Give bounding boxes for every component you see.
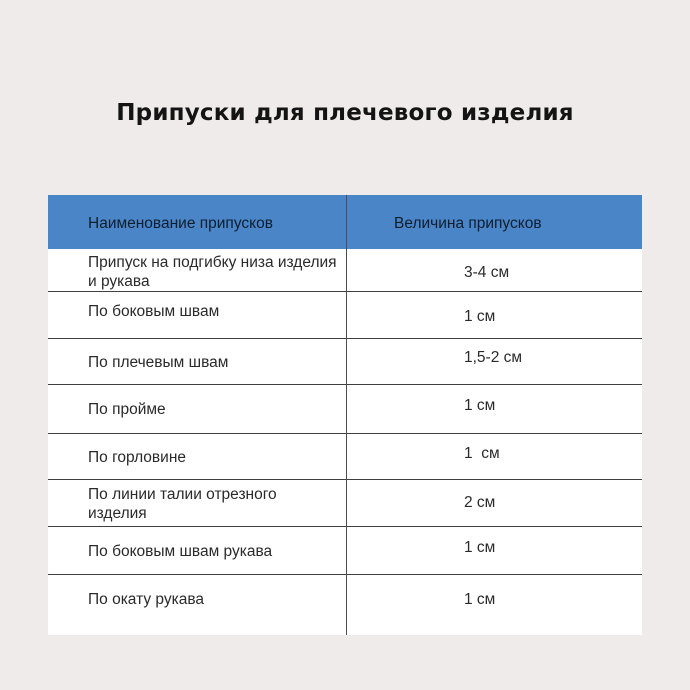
- row-name: По плечевым швам: [88, 354, 229, 371]
- row-name: Припуск на подгибку низа изделия и рукава: [88, 254, 337, 290]
- page-title: Припуски для плечевого изделия: [116, 100, 574, 126]
- table-row: [48, 292, 642, 339]
- row-value: 1 см: [464, 539, 496, 556]
- row-name: По пройме: [88, 401, 166, 418]
- table-row: [48, 385, 642, 434]
- table-row: [48, 527, 642, 575]
- table-row: [48, 339, 642, 385]
- table-row: [48, 434, 642, 480]
- table-row: [48, 249, 642, 292]
- row-value: 1 см: [464, 308, 496, 325]
- row-name: По линии талии отрезного изделия: [88, 486, 277, 522]
- row-name: По боковым швам: [88, 303, 220, 320]
- header-value-column: Величина припусков: [394, 215, 542, 232]
- allowances-table: [48, 195, 642, 635]
- row-value: 1 см: [464, 445, 500, 462]
- column-divider: [346, 195, 347, 635]
- row-value: 1 см: [464, 397, 496, 414]
- row-name: По боковым швам рукава: [88, 543, 273, 560]
- row-name: По окату рукава: [88, 591, 205, 608]
- row-value: 2 см: [464, 494, 496, 511]
- header-name-column: Наименование припусков: [88, 215, 273, 232]
- row-value: 3-4 см: [464, 264, 510, 281]
- row-name: По горловине: [88, 449, 187, 466]
- row-value: 1,5-2 см: [464, 349, 523, 366]
- table-header: [48, 195, 642, 249]
- table-row: [48, 575, 642, 635]
- table-row: [48, 480, 642, 527]
- row-value: 1 см: [464, 591, 496, 608]
